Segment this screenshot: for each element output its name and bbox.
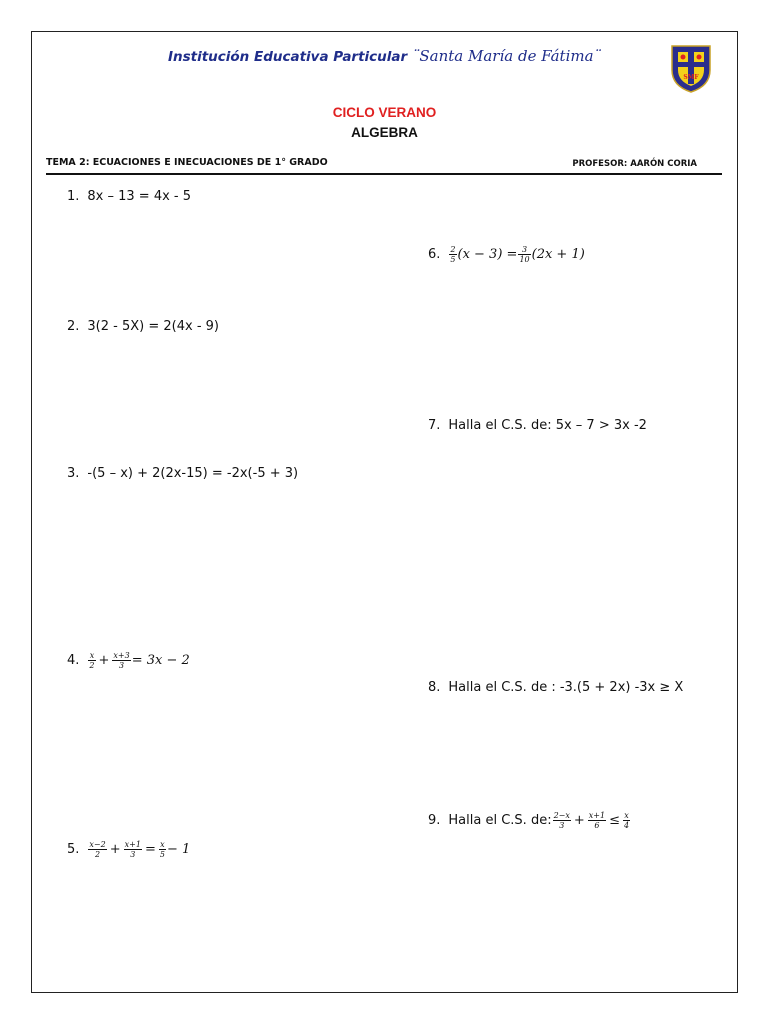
exercise-number: 5. xyxy=(67,842,80,857)
exercise-number: 8. xyxy=(428,680,441,695)
fraction: $\frac{x}{5}$ xyxy=(159,840,165,859)
exercise-text: 8x – 13 = 4x - 5 xyxy=(87,189,192,204)
expression-part: (2x + 1) xyxy=(531,247,585,262)
exercise-number: 2. xyxy=(67,319,80,334)
subject-title: ALGEBRA xyxy=(351,125,418,140)
exercise-9: 9. Halla el C.S. de: $\frac{2-x}{3}$ + $\frac{x+1}{6}$ ≤ $\frac{x}{4}$ xyxy=(428,811,630,830)
fraction: $\frac{3}{10}$ xyxy=(519,245,530,264)
exercise-3 xyxy=(67,464,298,484)
expression-part: (x − 3) = xyxy=(457,247,518,262)
fraction: $\frac{x+1}{6}$ xyxy=(588,811,606,830)
exercise-text: Halla el C.S. de: 5x – 7 > 3x -2 xyxy=(448,418,647,433)
exercise-5: 5. $\frac{x-2}{2}$ + $\frac{x+1}{3}$ = $\frac{x}{5}$ − 1 xyxy=(67,840,191,859)
topic-label: TEMA 2: ECUACIONES E INECUACIONES DE 1° GRADO xyxy=(46,157,328,168)
exercise-number: 1. xyxy=(67,189,80,204)
exercise-lead: Halla el C.S. de: xyxy=(448,813,552,828)
exercise-1 xyxy=(67,187,191,207)
exercise-number: 4. xyxy=(67,653,80,668)
exercise-number: 6. xyxy=(428,247,441,262)
exercise-number: 7. xyxy=(428,418,441,433)
exercise-text: Halla el C.S. de : -3.(5 + 2x) -3x ≥ X xyxy=(448,680,684,695)
institution-title xyxy=(32,47,737,65)
fraction: $\frac{x+3}{3}$ xyxy=(113,651,130,670)
exercise-number: 9. xyxy=(428,813,441,828)
fraction: $\frac{x}{2}$ xyxy=(89,651,95,670)
exercise-7 xyxy=(428,416,647,436)
teacher-label: PROFESOR: AARÓN CORIA xyxy=(572,159,697,169)
exercise-4: 4. $\frac{x}{2}$ + $\frac{x+3}{3}$ = 3x − 2 xyxy=(67,651,190,670)
fraction: $\frac{2-x}{3}$ xyxy=(553,811,570,830)
institution-prefix: Institución Educativa Particular xyxy=(167,49,412,65)
school-crest-icon xyxy=(669,42,713,94)
crest-monogram: SMF xyxy=(683,74,699,81)
header-divider xyxy=(46,173,722,175)
cycle-title: CICLO VERANO xyxy=(332,105,437,120)
exercise-2 xyxy=(67,317,219,337)
exercise-6 xyxy=(428,245,585,265)
expression-part: − 1 xyxy=(166,842,191,857)
fraction: $\frac{x-2}{2}$ xyxy=(89,840,106,859)
expression-part: = 3x − 2 xyxy=(131,653,190,668)
worksheet-page xyxy=(31,31,738,993)
exercise-text: -(5 – x) + 2(2x-15) = -2x(-5 + 3) xyxy=(87,466,299,481)
fraction: $\frac{2}{5}$ xyxy=(450,245,456,264)
exercise-number: 3. xyxy=(67,466,80,481)
fraction: $\frac{x}{4}$ xyxy=(624,811,630,830)
fraction: $\frac{x+1}{3}$ xyxy=(124,840,141,859)
exercise-8 xyxy=(428,678,683,698)
institution-name: ¨Santa María de Fátima¨ xyxy=(411,47,602,65)
exercise-text: 3(2 - 5X) = 2(4x - 9) xyxy=(87,319,219,334)
